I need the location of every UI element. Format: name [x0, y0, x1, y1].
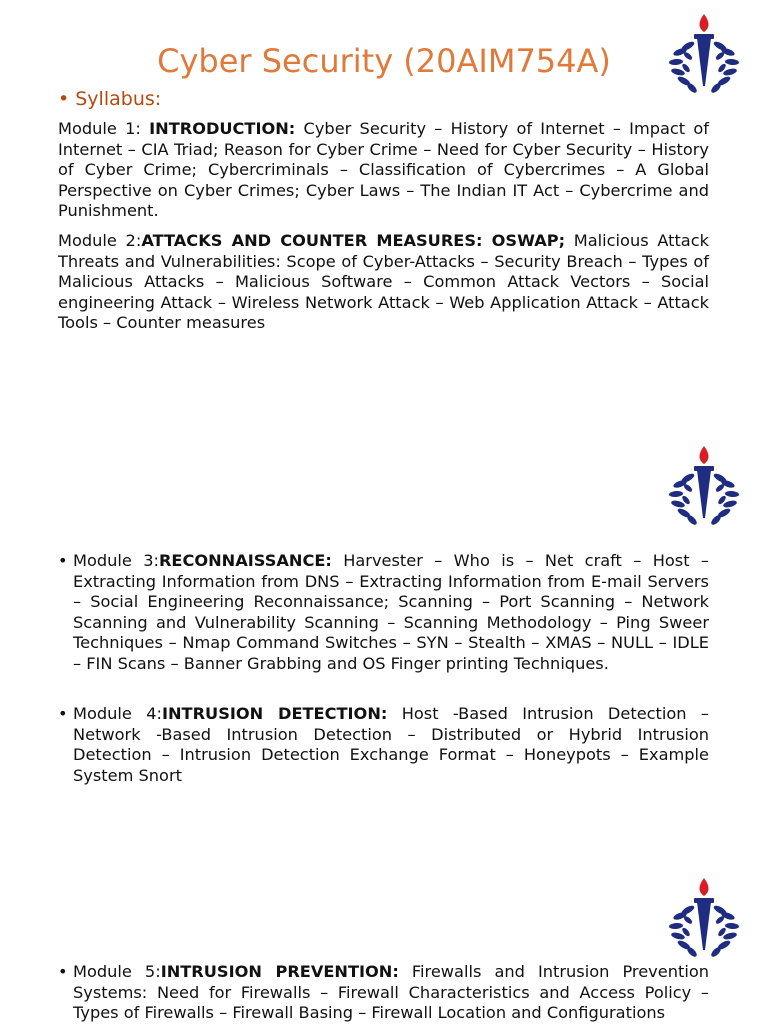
module-4-heading: INTRUSION DETECTION:	[161, 704, 388, 723]
bullet: •	[58, 704, 68, 723]
module-2-heading: ATTACKS AND COUNTER MEASURES: OSWAP;	[141, 231, 566, 250]
syllabus-heading: • Syllabus:	[58, 88, 162, 110]
bullet: •	[58, 551, 68, 570]
module-3-prefix: Module 3:	[73, 551, 159, 570]
page-title: Cyber Security (20AIM754A)	[157, 42, 611, 80]
module-5-body: Firewalls and Intrusion Prevention Systems: Need for Firewalls – Firewall Characteristics and Access Policy – Types of Firewalls – Firewall Basing – Firewall Location and Configurations	[73, 962, 709, 1023]
module-4-body: Host -Based Intrusion Detection – Network -Based Intrusion Detection – Distributed or Hybrid Intrusion Detection – Intrusion Detection Exchange Format – Honeypots – Example System Snort	[73, 704, 709, 785]
module-2-prefix: Module 2:	[58, 231, 142, 250]
module-4-prefix: Module 4:	[73, 704, 162, 723]
module-1-paragraph	[58, 119, 709, 222]
module-1-prefix: Module 1:	[58, 119, 150, 138]
module-2-paragraph	[58, 231, 709, 334]
module-3-heading: RECONNAISSANCE:	[158, 551, 332, 570]
module-2-body: Malicious Attack Threats and Vulnerabilities: Scope of Cyber-Attacks – Security Breach – Types of Malicious Attacks – Malicious Software – Common Attack Vectors – Social engineering Attack – Wireless Network Attack – Web Application Attack – Attack Tools – Counter measures	[58, 231, 710, 333]
module-3-item	[58, 551, 709, 675]
module-1-heading: INTRODUCTION:	[149, 119, 296, 138]
module-3-body: Harvester – Who is – Net craft – Host – Extracting Information from DNS – Extracting Information from E-mail Servers – Social Engineering Reconnaissance; Scanning – Port Scanning – Network Scanning and Vulnerability Scanning – Scanning Methodology – Ping Sweer Techniques – Nmap Command Switches – SYN – Stealth – XMAS – NULL – IDLE – FIN Scans – Banner Grabbing and OS Finger printing Techniques.	[73, 551, 709, 673]
module-1-body: Cyber Security – History of Internet – Impact of Internet – CIA Triad; Reason for Cyber Crime – Need for Cyber Security – History of Cyber Crime; Cybercriminals – Classification of Cybercrimes – A Global Perspective on Cyber Crimes; Cyber Laws – The Indian IT Act – Cybercrime and Punishment.	[58, 119, 710, 221]
module-5-heading: INTRUSION PREVENTION:	[160, 962, 399, 981]
module-5-prefix: Module 5:	[73, 962, 161, 981]
university-emblem-icon	[664, 444, 744, 528]
module-5-item	[58, 962, 709, 1024]
university-emblem-icon	[664, 12, 744, 96]
bullet: •	[58, 962, 68, 981]
university-emblem-icon	[664, 876, 744, 960]
module-4-item	[58, 704, 709, 786]
